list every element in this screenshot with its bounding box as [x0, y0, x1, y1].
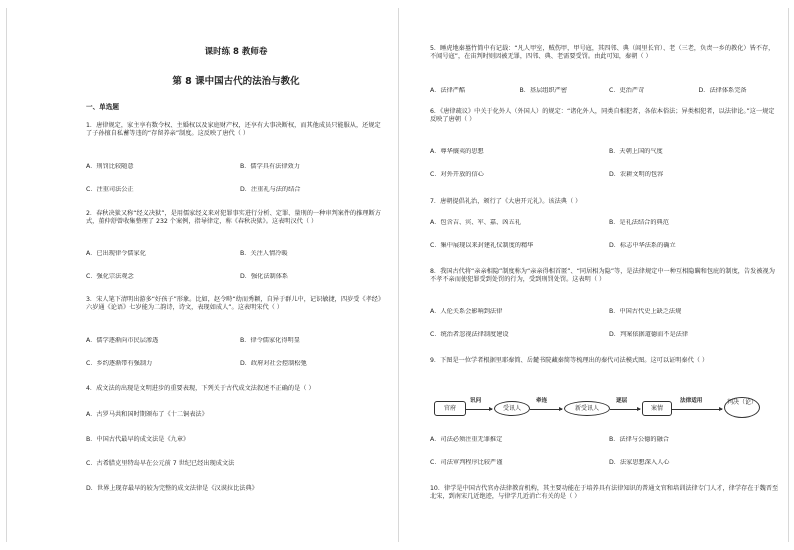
question-8-stem: 8．我国古代将“亲亲相隐”制度称为“亲亲得相首匿”、“同居相为隐”等，是法律规定中一种互相隐瞒和包庇的制度，告发被视为不孝不亲而使犯罪受到处罚的行为，受到刑罚处罚。这表明（ ）: [430, 268, 775, 284]
flow-arrow-1: [466, 409, 492, 410]
question-8-options: [430, 308, 780, 340]
option-a: A．刑罚比较随意: [86, 163, 134, 170]
option-c: C．集中展现以来封建礼仪制度的精华: [430, 242, 534, 250]
option-a: A．儒学逐渐向市民层渗透: [86, 337, 159, 344]
flow-label-implicate: 牵连: [536, 398, 548, 404]
flow-label-law-application: 法律适用: [680, 398, 703, 404]
question-5-stem: 5．睡虎地秦墓竹简中有记载：“凡人甲室，贼伤甲，甲号寇，其四邻、典（闾里长官）、老（三老，负责一乡的教化）皆不存，不闻号寇”，在宙判时则因被无罪，四邻、典、老需要受罚。由此可知，秦朝（ ）: [430, 45, 775, 61]
option-b: B．法律与公德的融合: [609, 436, 669, 443]
question-6-stem: 6．《唐律疏议》中关于化外人（外国人）的规定：“诸化外人，同类自相犯者，各依本俗法；异类相犯者，以法律论。”这一规定反映了唐朝（ ）: [430, 108, 775, 124]
option-d: D．强化法制体系: [240, 273, 289, 281]
flow-arrow-4: [672, 409, 722, 410]
flow-label-interrogate: 讯问: [470, 398, 482, 404]
option-d: D．标志中华法系的确立: [609, 242, 676, 250]
question-4-stem: 4．成文法的出现是文明进步的重要表现，下列关于古代成文法叙述不正确的是（ ）: [86, 385, 315, 392]
option-c: C．司法审判程序比较严谨: [430, 459, 503, 467]
option-d: D．注重礼与法的结合: [240, 186, 301, 194]
flow-node-interrogatee: 受讯人: [494, 401, 530, 416]
option-c: C．乡约逐渐带有强制力: [86, 360, 153, 368]
option-a: A．古罗马共和国时期颁布了《十二铜表法》: [86, 411, 208, 418]
question-2-options: [86, 250, 386, 282]
flow-node-new-interrogatee: 新受讯人: [564, 401, 610, 416]
option-b: B．儒学具有法律效力: [240, 163, 300, 170]
sheet-title: 课时练 8 教师卷: [204, 47, 268, 57]
flow-label-step-by-step: 逐层: [616, 398, 628, 404]
option-c: C．对外开放的信心: [430, 171, 484, 179]
option-d: D．判案依据道德而不是法律: [609, 331, 689, 339]
flow-node-verdict: 判决（论）: [724, 397, 760, 418]
option-a: A．尊华攘夷的思想: [430, 148, 484, 155]
left-page-edge: [6, 8, 7, 542]
question-5-options: [430, 87, 780, 95]
option-d: D．世界上现存最早的较为完整的成文法律是《汉谟拉比法典》: [86, 485, 258, 492]
option-a: A．司法必须注重无罪推定: [430, 436, 503, 443]
option-b: B．律令儒家化得明显: [240, 337, 300, 344]
option-c: C．强化宗法观念: [86, 273, 134, 281]
right-column: [430, 0, 780, 550]
left-column: [86, 0, 386, 550]
right-page-edge: [788, 8, 789, 542]
judicial-flowchart: [430, 392, 780, 426]
option-d: D．法家思想深入人心: [609, 459, 670, 467]
option-c: C．古希腊克里特岛早在公元前 7 世纪已经出现成文法: [86, 460, 235, 467]
option-a: A．法律严酷: [430, 87, 466, 94]
option-c: C．统治者忽视法律制度建设: [430, 331, 509, 339]
question-7-options: [430, 219, 780, 251]
option-d: D．农耕文明的包容: [609, 171, 664, 179]
option-d: D．法律体系完备: [698, 87, 747, 94]
question-9-options: [430, 436, 780, 468]
option-b: B．中国古代最早的成文法是《九章》: [86, 436, 190, 443]
center-page-divider: [398, 8, 399, 542]
option-b: B．基层组织严密: [519, 87, 568, 94]
question-1-options: [86, 163, 386, 195]
option-c: C．吏治严苛: [609, 87, 645, 94]
question-10-stem: 10．律学是中国古代官办法律教育机构，其主要功能在于培养具有法律知识的普通文官和培训法律专门人才，律学存在于魏晋至北宋，到南宋几近绝迹，与律学几近消亡有关的是（ ）: [430, 485, 779, 501]
question-3-options: [86, 337, 386, 369]
flow-node-case-facts: 案情: [642, 401, 672, 416]
question-1-stem: 1．唐律规定，家主享有数令权、主婚权以及家庭财产权，还享有大事决断权，而其他成员只能服从，还规定了子孙擅自私蓄等违的“存留养亲”制度。这反映了唐代（ ）: [86, 122, 381, 138]
question-7-stem: 7．唐朝提倡礼治，颁行了《大唐开元礼》。该法典（ ）: [430, 198, 582, 205]
section-heading: 一、单选题: [86, 103, 119, 111]
lesson-title: 第 8 课中国古代的法治与教化: [172, 76, 300, 87]
flow-arrow-2: [530, 409, 562, 410]
option-b: B．关注人情冷暖: [240, 250, 288, 257]
option-a: A．已出现律令儒家化: [86, 250, 146, 257]
option-c: C．注重司法公正: [86, 186, 134, 194]
option-a: A．包含吉、宾、军、嘉、凶五礼: [430, 219, 521, 226]
option-a: A．人伦关系会影响到法律: [430, 308, 503, 315]
question-9-stem: 9．下图是一位学者根据里耶秦简、岳麓书院藏秦简等梳理出的秦代司法模式图。这可以证明秦代（ ）: [430, 357, 709, 364]
option-b: B．天朝上国的气度: [609, 148, 663, 155]
option-b: B．中国古代史上缺乏法规: [609, 308, 682, 315]
question-2-stem: 2．春秋决狱又称“经义决狱”，是用儒家经义来对犯罪事实进行分析、定罪、量刑的一种审判案件的推理断方式，董仲舒曾收集整理了 232 个案例，指导律定，称《春秋决狱》。这表明汉代（ ）: [86, 210, 381, 226]
question-3-stem: 3．宋人笔下清明出游多“好孩子”形象。比如，赵令畤“幼而秀颖，自异于群儿中，记识敏捷，四岁受《孝经》六岁通《论语》七岁能为二韵诗，诗文，表现如成人”。这表明宋代（ ）: [86, 296, 385, 312]
flow-node-government: 官府: [434, 401, 466, 416]
option-d: D．政府对社会控制松弛: [240, 360, 307, 368]
option-b: B．是礼法结合的典范: [609, 219, 669, 226]
question-6-options: [430, 148, 780, 180]
flow-arrow-3: [610, 409, 640, 410]
